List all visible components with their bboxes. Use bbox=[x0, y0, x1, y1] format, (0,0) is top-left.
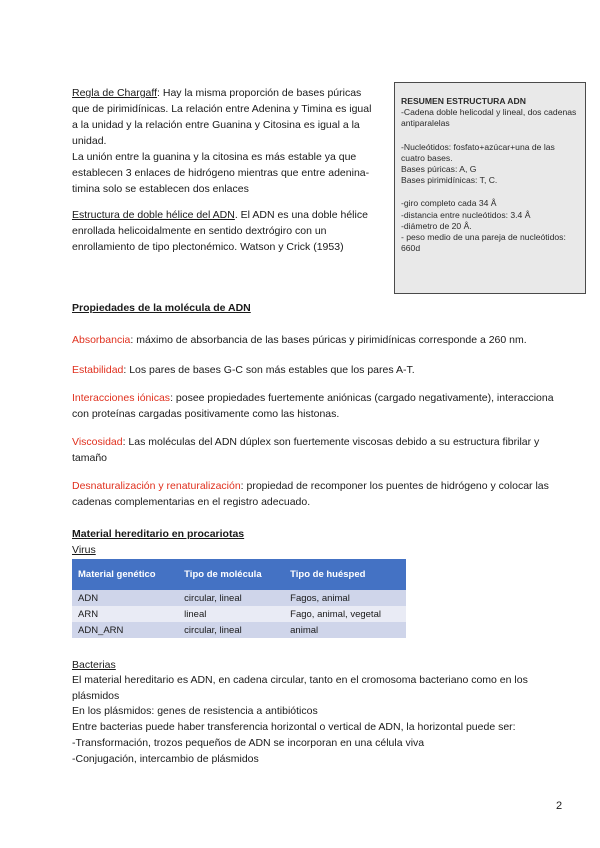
table-cell: ARN bbox=[72, 606, 178, 622]
table-header-cell: Material genético bbox=[72, 559, 178, 590]
summary-line: - peso medio de una pareja de nucleótidos: 660d bbox=[401, 232, 566, 254]
summary-box bbox=[394, 82, 586, 294]
summary-line: -giro completo cada 34 Å bbox=[401, 198, 497, 209]
property-term: Desnaturalización y renaturalización bbox=[72, 480, 241, 492]
property-term: Estabilidad bbox=[72, 364, 124, 376]
property-text: : propiedad de recomponer los puentes de hidrógeno y colocar las cadenas complementarias en el registro adecuado. bbox=[72, 480, 549, 508]
bacteria-line: El material hereditario es ADN, en cadena circular, tanto en el cromosoma bacteriano como en los plásmidos bbox=[72, 674, 528, 702]
property-viscosidad bbox=[72, 434, 562, 466]
property-estabilidad bbox=[72, 362, 562, 378]
table-row bbox=[72, 590, 406, 606]
table-cell: Fago, animal, vegetal bbox=[284, 606, 406, 622]
summary-line: -diámetro de 20 Å. bbox=[401, 220, 472, 231]
property-term: Viscosidad bbox=[72, 436, 123, 448]
double-helix-title: Estructura de doble hélice del ADN bbox=[72, 209, 235, 221]
bacteria-line: -Transformación, trozos pequeños de ADN se incorporan en una célula viva bbox=[72, 737, 425, 749]
virus-table bbox=[72, 559, 406, 638]
chargaff-paragraph bbox=[72, 85, 376, 149]
chargaff-title: Regla de Chargaff bbox=[72, 87, 158, 99]
table-row bbox=[72, 622, 406, 638]
properties-heading: Propiedades de la molécula de ADN bbox=[72, 302, 251, 314]
bacteria-line: -Conjugación, intercambio de plásmidos bbox=[72, 753, 259, 765]
summary-line: -Cadena doble helicodal y lineal, dos cadenas antiparalelas bbox=[401, 107, 577, 129]
double-helix-text: . El ADN es una doble hélice enrollada helicoidalmente en sentido dextrógiro con un enrollamiento de tipo plectonémico. Watson y Crick (1953) bbox=[72, 209, 368, 253]
property-text: : posee propiedades fuertemente aniónicas (cargado negativamente), interacciona con proteínas cargadas positivamente como las histonas. bbox=[72, 392, 554, 420]
virus-label: Virus bbox=[72, 544, 96, 556]
property-desnaturalizacion bbox=[72, 478, 562, 510]
summary-line: Bases pirimidínicas: T, C. bbox=[401, 175, 498, 186]
table-cell: Fagos, animal bbox=[284, 590, 406, 606]
table-cell: ADN bbox=[72, 590, 178, 606]
table-header-cell: Tipo de molécula bbox=[178, 559, 284, 590]
property-absorbancia bbox=[72, 332, 562, 348]
property-term: Interacciones iónicas bbox=[72, 392, 171, 404]
table-cell: circular, lineal bbox=[178, 622, 284, 638]
page-number: 2 bbox=[556, 800, 563, 812]
bacteria-line: En los plásmidos: genes de resistencia a antibióticos bbox=[72, 705, 318, 717]
property-term: Absorbancia bbox=[72, 334, 131, 346]
summary-title: RESUMEN ESTRUCTURA ADN bbox=[401, 96, 526, 106]
prokaryotes-heading: Material hereditario en procariotas bbox=[72, 528, 245, 540]
table-row bbox=[72, 606, 406, 622]
table-cell: circular, lineal bbox=[178, 590, 284, 606]
bond-text: La unión entre la guanina y la citosina es más estable ya que establecen 3 enlaces de hidrógeno mientras que entre adenina-timina solo se establecen dos enlaces bbox=[72, 151, 370, 195]
table-header-row bbox=[72, 559, 406, 590]
table-header-cell: Tipo de huésped bbox=[284, 559, 406, 590]
bond-paragraph bbox=[72, 149, 376, 197]
bacteria-label: Bacterias bbox=[72, 659, 116, 671]
summary-line: -distancia entre nucleótidos: 3.4 Å bbox=[401, 209, 531, 220]
double-helix-paragraph bbox=[72, 207, 376, 255]
property-text: : Las moléculas del ADN dúplex son fuertemente viscosas debido a su estructura fibrilar y tamaño bbox=[72, 436, 540, 464]
table-cell: ADN_ARN bbox=[72, 622, 178, 638]
bacteria-line: Entre bacterias puede haber transferencia horizontal o vertical de ADN, la horizontal puede ser: bbox=[72, 721, 516, 733]
property-ionicas bbox=[72, 390, 562, 422]
table-cell: lineal bbox=[178, 606, 284, 622]
property-text: : Los pares de bases G-C son más estables que los pares A-T. bbox=[123, 364, 415, 376]
property-text: : máximo de absorbancia de las bases púricas y pirimidínicas corresponde a 260 nm. bbox=[130, 334, 527, 346]
chargaff-text: : Hay la misma proporción de bases púricas que de pirimidínicas. La relación entre Adenina y Timina es igual a la unidad y la relación entre Guanina y Citosina es igual a la unidad. bbox=[72, 87, 372, 147]
summary-line: Bases púricas: A, G bbox=[401, 164, 477, 175]
summary-line: -Nucleótidos: fosfato+azúcar+una de las cuatro bases. bbox=[401, 141, 555, 163]
table-cell: animal bbox=[284, 622, 406, 638]
